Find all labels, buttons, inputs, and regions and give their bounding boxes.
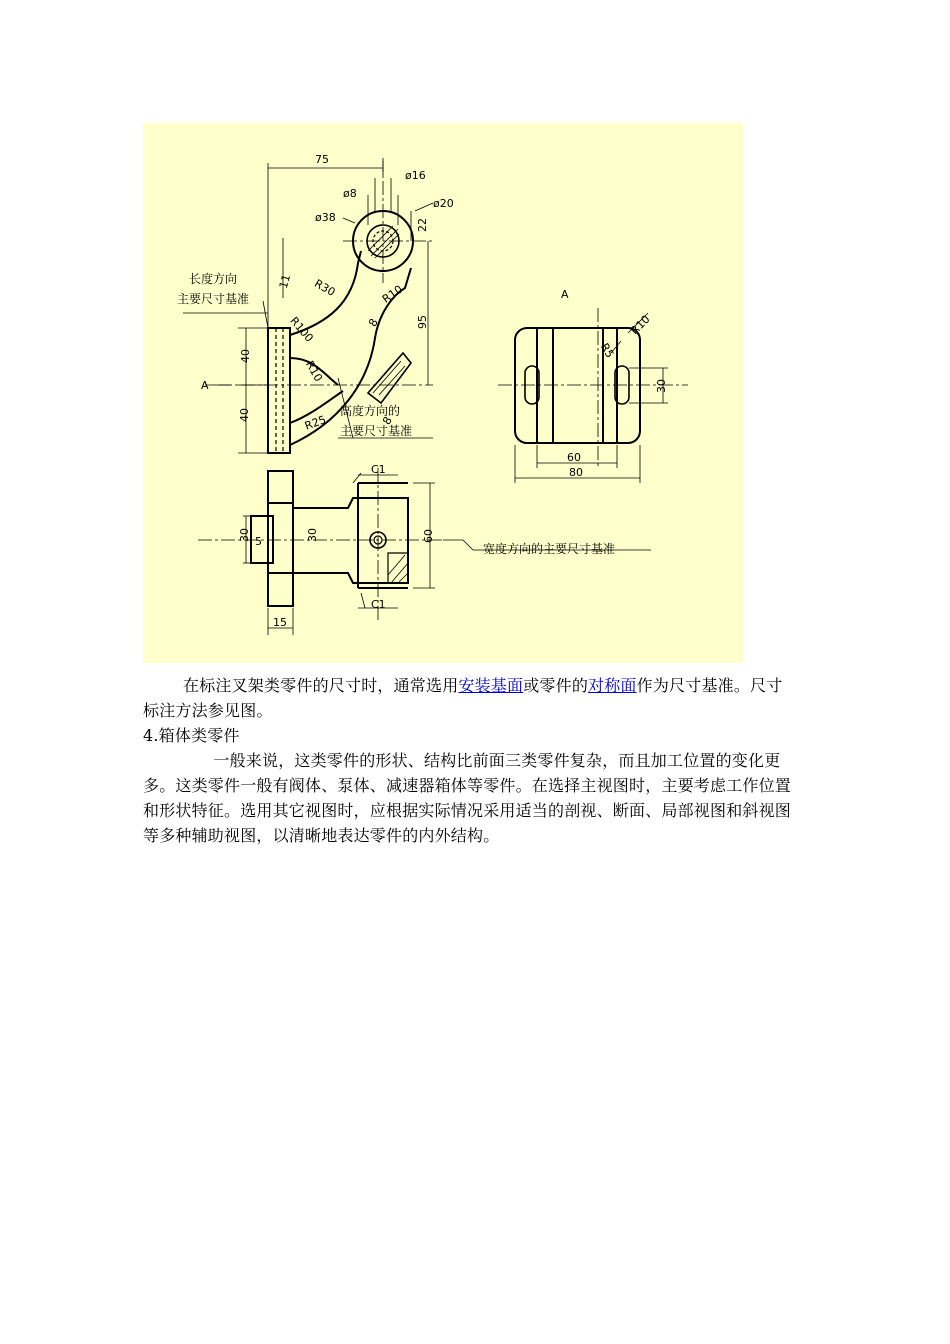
label-r100: R100 [287,314,316,345]
p1-text-a: 在标注叉架类零件的尺寸时，通常选用 [183,676,459,695]
label-30-bottom: 30 [238,528,251,542]
label-a-left: A [201,379,209,392]
side-view-body [515,328,640,443]
label-95: 95 [416,315,429,329]
label-r25: R25 [302,413,328,433]
note-length-1: 长度方向 [189,272,238,286]
label-40-top: 40 [239,349,252,363]
mounting-plate [268,328,290,453]
label-r10-right: R10 [628,312,653,338]
technical-drawing-figure [143,123,743,663]
label-c1-bot: C1 [371,598,386,611]
p1-text-c: 作为尺寸基准。尺寸标注方法参见图。 [143,676,783,720]
label-r30: R30 [312,276,338,299]
paragraph-box-parts: 一般来说，这类零件的形状、结构比前面三类零件复杂，而且加工位置的变化更多。这类零件一般有阀体、泵体、减速器箱体等零件。在选择主视图时，主要考虑工作位置和形状特征。选用其它视图时，应根据实际情况采用适当的剖视、断面、局部视图和斜视图等多种辅助视图，以清晰地表达零件的内外结构。 [143,751,792,845]
label-phi8: ø8 [343,187,357,200]
label-30-right: 30 [655,379,668,393]
top-view-plate [268,471,293,606]
label-22: 22 [416,218,429,232]
label-phi20: ø20 [433,197,454,210]
note-length-2: 主要尺寸基准 [177,292,250,306]
label-phi16: ø16 [405,169,426,182]
label-c1-top: C1 [371,463,386,476]
note-height-2: 主要尺寸基准 [340,424,413,438]
label-a-right: A [561,288,569,301]
label-8: 8 [366,316,381,329]
label-phi38: ø38 [315,211,336,224]
fork-bracket-drawing [143,123,743,663]
label-11: 11 [276,273,294,290]
label-80: 80 [569,466,583,479]
link-symmetry-plane[interactable]: 对称面 [588,676,637,695]
section-heading: 4.箱体类零件 [143,726,240,745]
rib-section [368,353,411,403]
label-r5: R5 [597,341,617,361]
label-75: 75 [315,153,329,166]
note-width: 宽度方向的主要尺寸基准 [483,542,616,556]
label-60-bottom: 60 [422,529,435,543]
body-text [143,673,798,848]
hatch-region [388,553,408,583]
label-8b: 8 [380,414,395,427]
note-height-1: 高度方向的 [340,404,401,418]
p1-text-b: 或零件的 [523,676,589,695]
label-15: 15 [273,616,287,629]
label-r10-top: R10 [379,282,406,306]
label-60-right: 60 [567,451,581,464]
label-r10-low: R10 [302,358,325,384]
paragraph-dimension-basis [143,673,798,723]
link-mounting-surface[interactable]: 安装基面 [458,676,524,695]
label-5: 5 [255,535,262,548]
label-40-bot: 40 [238,408,251,422]
label-30-center: 30 [306,528,319,542]
